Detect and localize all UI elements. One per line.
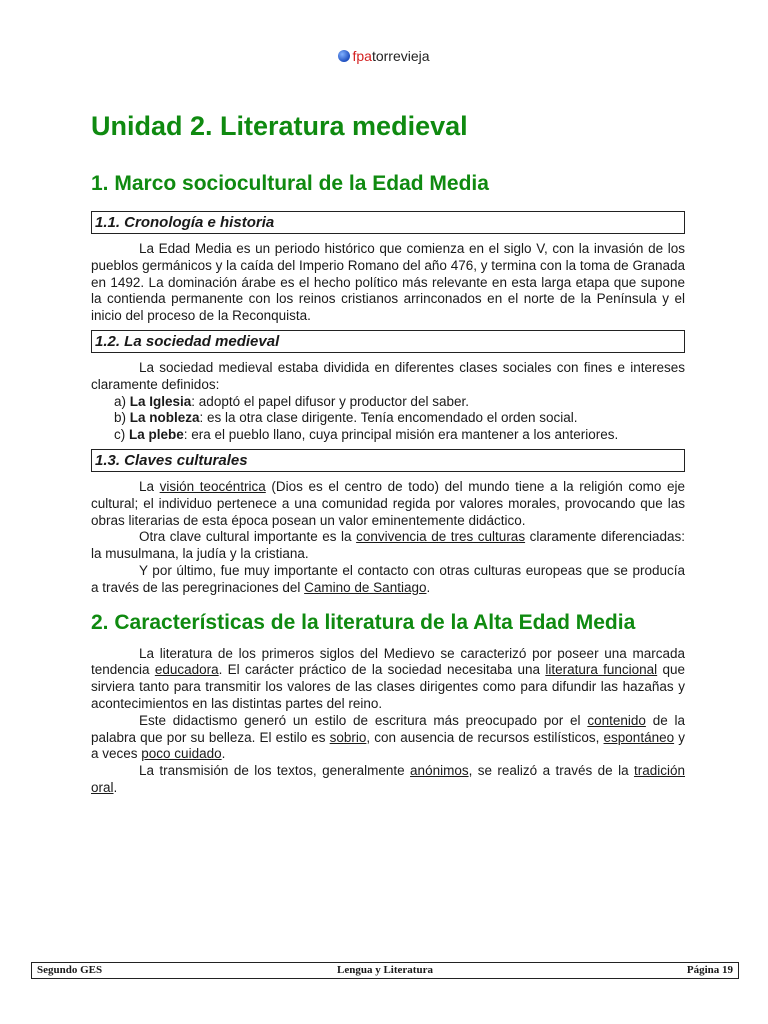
text: La	[139, 478, 160, 494]
paragraph	[91, 646, 685, 713]
paragraph	[91, 563, 685, 597]
text: , se realizó a través de la	[468, 763, 634, 779]
underlined-term: educadora	[154, 662, 219, 678]
section2-heading: 2. Características de la literatura de la Alta Edad Media	[91, 610, 636, 634]
subsection-1-2-heading: 1.2. La sociedad medieval	[91, 330, 685, 353]
section2-body	[91, 646, 685, 797]
text: La literatura de los primeros siglos del Medievo se caracterizó por poseer una marcada tendencia	[91, 645, 685, 678]
paragraph	[91, 529, 685, 563]
text: Y por último, fue muy importante el contacto con otras culturas europeas que se producía a través de las peregrinaciones del	[91, 562, 685, 595]
underlined-term: espontáneo	[603, 729, 675, 745]
underlined-term: Camino de Santiago	[304, 579, 427, 595]
paragraph	[91, 763, 685, 797]
subsection-1-3-body	[91, 479, 685, 597]
subsection-1-1-body	[91, 241, 685, 325]
list-term: La nobleza	[129, 410, 200, 426]
text: .	[426, 579, 431, 595]
text: . El carácter práctico de la sociedad necesitaba una	[218, 662, 546, 678]
header-logo	[0, 46, 768, 66]
list-item	[91, 410, 685, 427]
underlined-term: sobrio	[329, 729, 367, 745]
paragraph	[91, 479, 685, 529]
underlined-term: literatura funcional	[545, 662, 658, 678]
list-term: La Iglesia	[129, 393, 192, 409]
section1-heading: 1. Marco sociocultural de la Edad Media	[91, 172, 489, 195]
subsection-1-1-heading: 1.1. Cronología e historia	[91, 211, 685, 234]
unit-title: Unidad 2. Literatura medieval	[91, 111, 468, 141]
logo-text-fpa: fpa	[352, 48, 372, 64]
list-marker: c)	[114, 427, 129, 443]
text: y a veces	[91, 729, 685, 762]
text: claramente diferenciadas: la musulmana, la judía y la cristiana.	[91, 529, 685, 562]
list-item	[91, 427, 685, 444]
text: .	[221, 746, 226, 762]
logo-text-torrevieja: torrevieja	[371, 48, 430, 64]
list-marker: b)	[114, 410, 130, 426]
text: , con ausencia de recursos estilísticos,	[366, 729, 604, 745]
list-item	[91, 394, 685, 411]
underlined-term: visión teocéntrica	[159, 478, 266, 494]
subsection-1-3-heading: 1.3. Claves culturales	[91, 449, 685, 472]
underlined-term: anónimos	[410, 763, 469, 779]
underlined-term: poco cuidado	[141, 746, 222, 762]
paragraph: La sociedad medieval estaba dividida en diferentes clases sociales con fines e intereses claramente definidos:	[91, 359, 685, 392]
text: que sirviera tanto para transmitir los valores de las clases dirigentes como para difundir las hazañas y acontecimientos en las distintas partes del reino.	[91, 662, 685, 711]
underlined-term: convivencia de tres culturas	[356, 529, 526, 545]
underlined-term: contenido	[587, 712, 646, 728]
globe-icon	[338, 50, 350, 62]
text: de la palabra que por su belleza. El estilo es	[91, 712, 685, 745]
social-classes-list	[91, 394, 685, 444]
page-footer	[31, 962, 739, 979]
list-term: La plebe	[129, 427, 184, 443]
text: Este didactismo generó un estilo de escritura más preocupado por el	[139, 712, 588, 728]
list-text: : adoptó el papel difusor y productor del saber.	[191, 393, 469, 409]
footer-page-number: Página 19	[686, 964, 733, 976]
paragraph	[91, 713, 685, 763]
footer-course: Segundo GES	[37, 964, 103, 976]
footer-subject: Lengua y Literatura	[337, 964, 433, 976]
document-body	[91, 108, 685, 797]
text: .	[113, 779, 118, 795]
list-marker: a)	[114, 393, 130, 409]
underlined-term: tradición oral	[91, 763, 686, 795]
text: (Dios es el centro de todo) del mundo tiene a la religión como eje cultural; el individuo pertenece a una comunidad regida por valores morales, provocando que las obras literarias de esta época posean un valor eminentemente didáctico.	[91, 478, 685, 528]
text: La transmisión de los textos, generalmente	[139, 763, 411, 779]
list-text: : es la otra clase dirigente. Tenía encomendado el orden social.	[199, 410, 578, 426]
text: Otra clave cultural importante es la	[139, 529, 357, 545]
subsection-1-2-body	[91, 360, 685, 444]
list-text: : era el pueblo llano, cuya principal misión era mantener a los anteriores.	[183, 427, 619, 443]
paragraph: La Edad Media es un periodo histórico que comienza en el siglo V, con la invasión de los pueblos germánicos y la caída del Imperio Romano del año 476, y termina con la toma de Granada en 1492. La dominación árabe es el hecho político más relevante en esta larga etapa que supone la contienda permanente con los reinos cristianos arrinconados en el norte de la Península y el inicio del proceso de la Reconquista.	[91, 241, 685, 324]
